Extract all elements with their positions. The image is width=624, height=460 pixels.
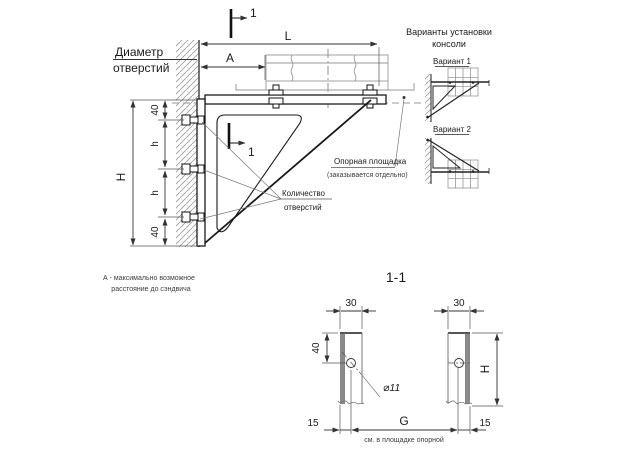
anchor-bolt <box>182 115 204 125</box>
anchor-bolt <box>182 212 204 222</box>
hole-diameter-callout <box>361 374 400 397</box>
svg-text:G: G <box>399 414 409 428</box>
dimension-30-left <box>326 298 376 329</box>
svg-text:30: 30 <box>453 298 465 309</box>
support-rail <box>236 83 414 90</box>
section-mark-number: 1 <box>250 6 257 20</box>
variants-panel <box>406 27 492 188</box>
svg-text:40: 40 <box>311 342 322 354</box>
dimension-H-section <box>472 333 503 406</box>
svg-text:расстояние до сэндвича: расстояние до сэндвича <box>111 286 191 293</box>
dim-label-h: h <box>150 190 161 196</box>
variants-title: Варианты установки <box>406 27 492 37</box>
section-right-plate <box>446 333 472 404</box>
dim-label-H: H <box>114 172 128 182</box>
svg-text:15: 15 <box>307 418 319 429</box>
main-view <box>103 6 424 293</box>
variant2-platform-grid <box>448 160 478 188</box>
svg-text:Количество: Количество <box>282 189 325 198</box>
dim-label-h: h <box>150 141 161 147</box>
svg-text:15: 15 <box>479 418 491 429</box>
variants-title: консоли <box>432 39 466 49</box>
svg-text:Вариант 2: Вариант 2 <box>433 125 471 134</box>
dim-label-40: 40 <box>150 104 161 116</box>
section-cut-marker-inner <box>229 123 255 159</box>
svg-text:Диаметр: Диаметр <box>115 45 164 59</box>
section-mark-number: 1 <box>248 145 255 159</box>
anchor-bolt <box>182 164 204 174</box>
svg-text:Опорная площадка: Опорная площадка <box>334 157 407 166</box>
section-view <box>307 269 503 444</box>
svg-text:отверстий: отверстий <box>113 61 170 75</box>
section-cut-marker-top <box>231 6 257 38</box>
svg-text:(заказывается отдельно): (заказывается отдельно) <box>327 172 408 179</box>
dim-label-40: 40 <box>150 226 161 238</box>
dim-label-L: L <box>284 29 292 43</box>
dimension-A <box>201 51 265 80</box>
svg-text:30: 30 <box>345 298 357 309</box>
dim-label-A: A <box>225 51 235 65</box>
variant-2 <box>425 125 489 188</box>
svg-text:Вариант 1: Вариант 1 <box>433 57 471 66</box>
dimension-30-right <box>434 298 484 329</box>
section-title: 1-1 <box>385 269 407 285</box>
svg-text:H: H <box>478 364 492 374</box>
holes-count-label <box>200 122 332 219</box>
note-a <box>103 275 195 293</box>
svg-text:А - максимально возможное: А - максимально возможное <box>103 275 195 282</box>
variant-1 <box>425 57 489 122</box>
section-note: см. в площадке опорной <box>364 437 444 444</box>
bracket-arm <box>205 95 386 104</box>
svg-text:⌀11: ⌀11 <box>383 382 401 394</box>
svg-text:отверстий: отверстий <box>284 203 322 212</box>
